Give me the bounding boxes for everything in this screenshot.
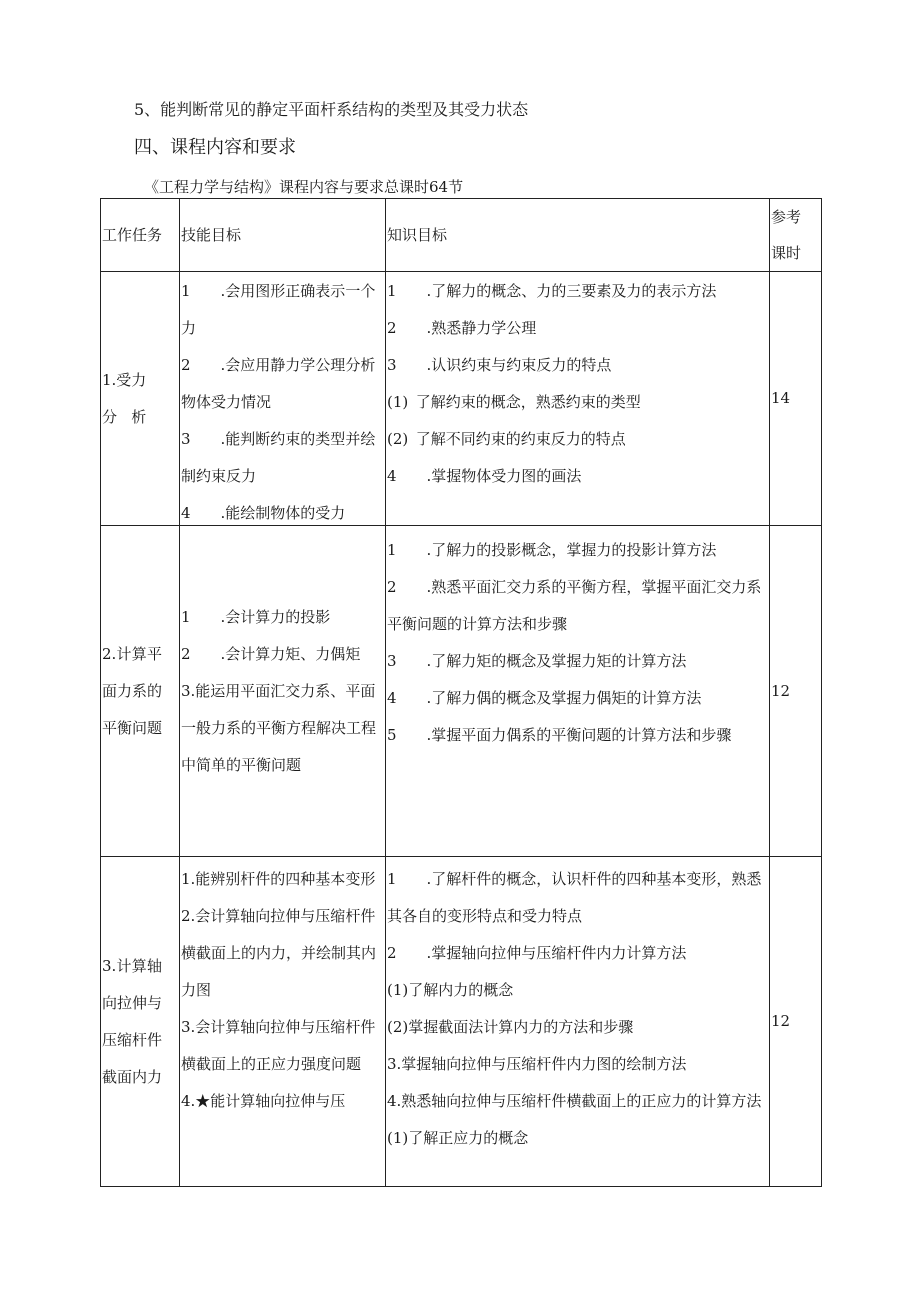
knowledge-item: 4 .了解力偶的概念及掌握力偶矩的计算方法 [387,689,702,707]
knowledge-item: 2 .掌握轴向拉伸与压缩杆件内力计算方法 [387,944,687,962]
task-cell: 2.计算平 面力系的 平衡问题 [101,526,180,857]
skill-item: 1 .会计算力的投影 [181,607,331,626]
skill-item: 2.会计算轴向拉伸与压缩杆件横截面上的内力，并绘制其内力图 [181,907,377,999]
knowledge-item: 3 .认识约束与约束反力的特点 [387,355,612,374]
header-task: 工作任务 [101,199,180,272]
knowledge-item: (1)了解正应力的概念 [387,1129,529,1147]
skill-item: 2 .会计算力矩、力偶矩 [181,644,361,663]
skill-item: 4 .能绘制物体的受力 [181,503,346,522]
knowledge-item: 5 .掌握平面力偶系的平衡问题的计算方法和步骤 [387,726,732,744]
skill-item: 3 .能判断约束的类型并绘制约束反力 [181,429,376,485]
section-heading: 四、课程内容和要求 [134,137,296,158]
knowledge-item: (1)了解内力的概念 [387,981,514,999]
table-row [101,526,822,857]
header-knowledge: 知识目标 [386,199,770,272]
knowledge-item: 1 .了解杆件的概念，认识杆件的四种基本变形，熟悉其各自的变形特点和受力特点 [387,870,762,925]
table-row [101,857,822,1187]
header-hours: 参考 课时 [770,199,822,272]
knowledge-item: 2 .熟悉平面汇交力系的平衡方程，掌握平面汇交力系平衡问题的计算方法和步骤 [387,578,762,633]
skill-cell [180,272,386,526]
hours-cell: 14 [770,272,822,526]
hours-cell: 12 [770,857,822,1187]
knowledge-cell [386,272,770,526]
table-caption: 《工程力学与结构》课程内容与要求总课时64节 [144,178,464,196]
skill-item: 4.★能计算轴向拉伸与压 [181,1092,346,1110]
knowledge-item: 4 .掌握物体受力图的画法 [387,466,582,485]
knowledge-item: 2 .熟悉静力学公理 [387,318,537,337]
knowledge-item: 1 .了解力的概念、力的三要素及力的表示方法 [387,281,717,300]
task-cell: 3.计算轴 向拉伸与 压缩杆件 截面内力 [101,857,180,1187]
knowledge-item: 3.掌握轴向拉伸与压缩杆件内力图的绘制方法 [387,1055,687,1073]
table-header-row [101,199,822,272]
header-skill: 技能目标 [180,199,386,272]
knowledge-item: 3 .了解力矩的概念及掌握力矩的计算方法 [387,652,687,670]
knowledge-item: 1 .了解力的投影概念，掌握力的投影计算方法 [387,541,717,559]
hours-cell: 12 [770,526,822,857]
skill-cell [180,526,386,857]
intro-item-5: 5、能判断常见的静定平面杆系结构的类型及其受力状态 [134,100,529,119]
skill-item: 2 .会应用静力学公理分析物体受力情况 [181,355,376,411]
task-cell: 1.受力 分析 [101,272,180,526]
skill-item: 1 .会用图形正确表示一个力 [181,281,376,337]
knowledge-item: (1) 了解约束的概念，熟悉约束的类型 [387,392,641,411]
skill-item: 3.能运用平面汇交力系、平面一般力系的平衡方程解决工程中简单的平衡问题 [181,681,377,774]
course-content-table [100,198,822,1187]
knowledge-cell [386,857,770,1187]
knowledge-item: 4.熟悉轴向拉伸与压缩杆件横截面上的正应力的计算方法 [387,1092,762,1110]
knowledge-item: (2) 了解不同约束的约束反力的特点 [387,429,626,448]
skill-item: 3.会计算轴向拉伸与压缩杆件横截面上的正应力强度问题 [181,1018,376,1073]
knowledge-cell [386,526,770,857]
knowledge-item: (2)掌握截面法计算内力的方法和步骤 [387,1018,634,1036]
table-row [101,272,822,526]
skill-item: 1.能辨别杆件的四种基本变形 [181,870,376,888]
skill-cell [180,857,386,1187]
